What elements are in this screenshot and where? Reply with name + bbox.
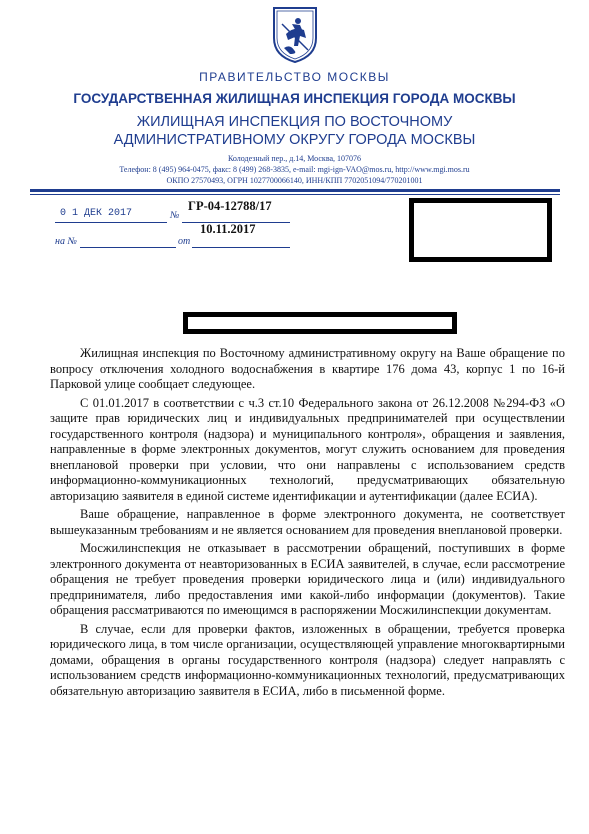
registration-date: 10.11.2017 [200,222,256,236]
paragraph-5: В случае, если для проверки фактов, изложенных в обращении, требуется проверка юридического лица, в том числе организации, осуществляющей управление многоквартирными домами, обращения в органы государственного контроля (надзора) следует направлять с использованием средств информационно-коммуникационных технологий, предусматривающих обязательную авторизацию заявителя в ЕСИА, либо в письменной форме. [50,621,565,698]
inspection-title: ГОСУДАРСТВЕННАЯ ЖИЛИЩНАЯ ИНСПЕКЦИЯ ГОРОДА МОСКВЫ [73,91,516,106]
outgoing-number: ГР-04-12788/17 [188,199,272,213]
from-underline [192,247,290,248]
government-title: ПРАВИТЕЛЬСТВО МОСКВЫ [199,70,390,84]
header-divider-thin [30,194,560,195]
letter-body [50,346,565,702]
paragraph-1: Жилищная инспекция по Восточному административному округу на Ваше обращение по вопросу отключения холодного водоснабжения в квартире 176 дома 43, корпус 1 по 16-й Парковой улице сообщает следующее. [50,346,565,391]
registration-codes: ОКПО 27570493, ОГРН 1027700066140, ИНН/КПП 7702051094/770201001 [166,176,423,185]
district-title-line1: ЖИЛИЩНАЯ ИНСПЕКЦИЯ ПО ВОСТОЧНОМУ [136,114,453,130]
from-label: от [178,236,191,247]
postal-address: Колодезный пер., д.14, Москва, 107076 [227,154,362,163]
paragraph-2: С 01.01.2017 в соответствии с ч.3 ст.10 Федерального закона от 26.12.2008 №294-ФЗ «О защите прав юридических лиц и индивидуальных предпринимателей при осуществлении государственного контроля (надзора) и муниципального контроля», обращения и заявления, направленные в форме электронных документов, могут служить основанием для проведения внеплановой проверки при условии, что они направлены с использованием средств информационно-коммуникационных технологий, предусматривающих обязательную авторизацию заявителя в единой системе идентификации и аутентификации (далее ЕСИА). [50,395,565,503]
paragraph-3: Ваше обращение, направленное в форме электронного документа, не соответствует вышеуказанным требованиям и не является основанием для проведения внеплановой проверки. [50,507,565,537]
contact-block [0,153,589,186]
reference-underline [80,247,176,248]
date-underline [55,222,167,223]
moscow-coat-of-arms-icon [270,4,320,64]
reference-label: на № [55,236,77,247]
header-divider-thick [30,189,560,192]
district-title-line2: АДМИНИСТРАТИВНОМУ ОКРУГУ ГОРОДА МОСКВЫ [113,132,476,148]
number-label: № [170,210,180,221]
contact-info: Телефон: 8 (495) 964-0475, факс: 8 (499) 268-3835, e-mail: mgi-ign-VAO@mos.ru, http://www.mgi.mos.ru [119,165,470,174]
district-title [0,113,589,149]
paragraph-4: Мосжилинспекция не отказывает в рассмотрении обращений, поступивших в форме электронного документа от неавторизованных в ЕСИА заявителей, в случае, если рассмотрение обращения не требует проведения проверки юридического лица и (или) индивидуального предпринимателя, либо предоставления ими какой-либо информации (документов). Такие обращения рассматриваются по имеющимся в распоряжении Мосжилинспекции документам. [50,541,565,617]
outgoing-date-stamp: 0 1 ДЕК 2017 [60,208,133,219]
redacted-addressee-box [409,198,552,262]
redacted-salutation-box [183,312,457,334]
